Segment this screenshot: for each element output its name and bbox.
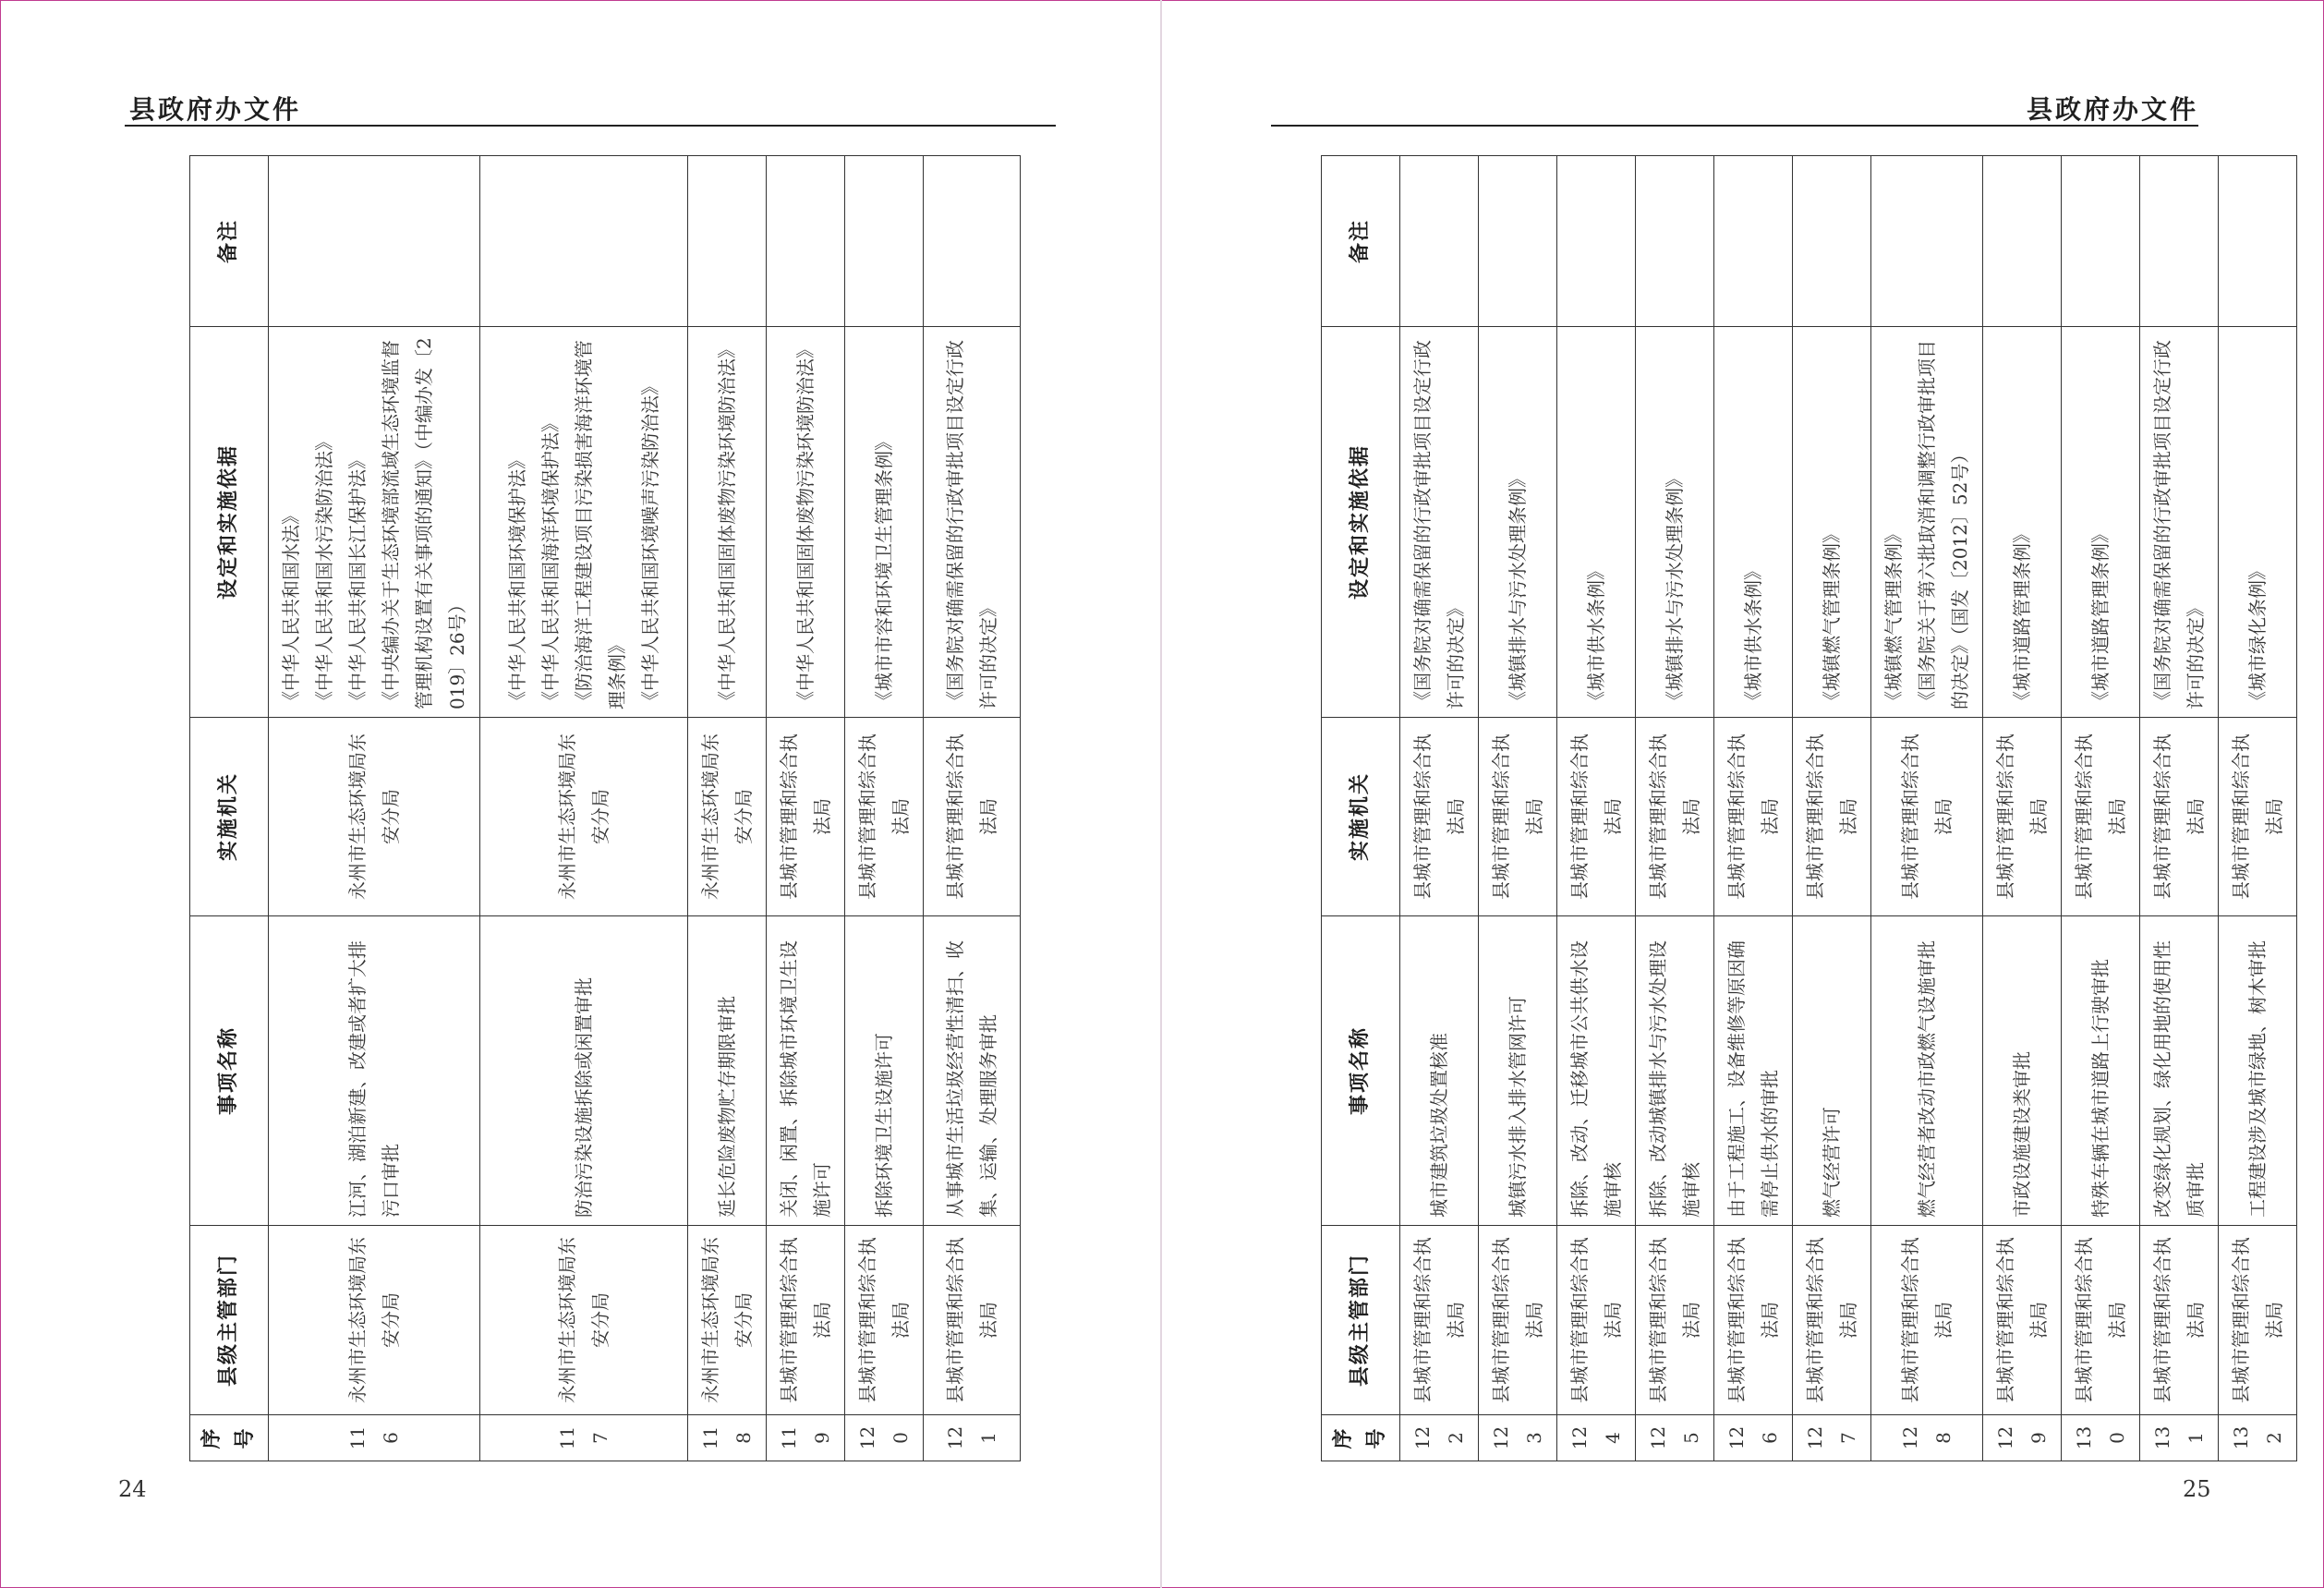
basis-line: 《城市道路管理条例》: [2089, 525, 2112, 709]
col-header-org: 实施机关: [1322, 718, 1400, 916]
basis-line: 《城镇排水与污水处理条例》: [1664, 469, 1686, 709]
cell-note: [767, 156, 845, 327]
cell-dept: 县城市管理和综合执法局: [1714, 1226, 1793, 1415]
cell-dept: 县城市管理和综合执法局: [1793, 1226, 1871, 1415]
cell-note: [1557, 156, 1636, 327]
cell-item: 江河、湖泊新建、改建或者扩大排污口审批: [269, 916, 480, 1226]
cell-item: 城市建筑垃圾处置核准: [1400, 916, 1479, 1226]
cell-org: 县城市管理和综合执法局: [2140, 718, 2219, 916]
cell-num: 117: [480, 1415, 688, 1461]
cell-org: 县城市管理和综合执法局: [1793, 718, 1871, 916]
cell-note: [480, 156, 688, 327]
table-row: [1479, 156, 1557, 1461]
cell-basis: [924, 327, 1021, 718]
cell-item: 燃气经营者改动市政燃气设施审批: [1871, 916, 1983, 1226]
cell-item: 拆除、改动城镇排水与污水处理设施审核: [1636, 916, 1714, 1226]
basis-line: 《中华人民共和国长江保护法》: [346, 451, 369, 709]
cell-org: 县城市管理和综合执法局: [1871, 718, 1983, 916]
cell-org: 县城市管理和综合执法局: [2219, 718, 2297, 916]
cell-org: 县城市管理和综合执法局: [1983, 718, 2062, 916]
cell-org: 县城市管理和综合执法局: [1636, 718, 1714, 916]
table-row: [1983, 156, 2062, 1461]
cell-basis: [2219, 327, 2297, 718]
cell-num: 118: [688, 1415, 767, 1461]
cell-note: [1793, 156, 1871, 327]
cell-dept: 县城市管理和综合执法局: [2140, 1226, 2219, 1415]
left-page-table: [189, 155, 1021, 1461]
cell-basis: [1793, 327, 1871, 718]
cell-dept: 县城市管理和综合执法局: [1557, 1226, 1636, 1415]
cell-org: 永州市生态环境局东安分局: [480, 718, 688, 916]
cell-note: [1983, 156, 2062, 327]
col-header-org: 实施机关: [190, 718, 269, 916]
cell-note: [2219, 156, 2297, 327]
table-row: [688, 156, 767, 1461]
right-header-title: 县政府办文件: [2027, 94, 2199, 125]
basis-line: 《中华人民共和国环境保护法》: [506, 451, 528, 709]
table-row: [2140, 156, 2219, 1461]
basis-line: 《城市市容和环境卫生管理条例》: [873, 432, 895, 709]
cell-num: 127: [1793, 1415, 1871, 1461]
table-row: [2062, 156, 2140, 1461]
cell-note: [2062, 156, 2140, 327]
table-row: [480, 156, 688, 1461]
cell-item: 关闭、闲置、拆除城市环境卫生设施许可: [767, 916, 845, 1226]
cell-org: 县城市管理和综合执法局: [845, 718, 924, 916]
cell-dept: 县城市管理和综合执法局: [1983, 1226, 2062, 1415]
cell-note: [845, 156, 924, 327]
cell-item: 改变绿化规划、绿化用地的使用性质审批: [2140, 916, 2219, 1226]
page-spine: [1160, 0, 1162, 1588]
basis-line: 《中华人民共和国固体废物污染环境防治法》: [794, 340, 817, 709]
left-page-number: 24: [118, 1476, 147, 1502]
cell-dept: 县城市管理和综合执法局: [767, 1226, 845, 1415]
basis-line: 《防治海洋工程建设项目污染损害海洋环境管理条例》: [573, 340, 628, 709]
cell-org: 县城市管理和综合执法局: [2062, 718, 2140, 916]
cell-dept: 永州市生态环境局东安分局: [269, 1226, 480, 1415]
col-header-dept: 县级主管部门: [190, 1226, 269, 1415]
cell-item: 工程建设涉及城市绿地、树木审批: [2219, 916, 2297, 1226]
cell-basis: [1871, 327, 1983, 718]
cell-basis: [2140, 327, 2219, 718]
col-header-item: 事项名称: [1322, 916, 1400, 1226]
cell-item: 防治污染设施拆除或闲置审批: [480, 916, 688, 1226]
basis-line: 《城镇燃气管理条例》: [1821, 525, 1843, 709]
cell-dept: 永州市生态环境局东安分局: [480, 1226, 688, 1415]
table-row: [1636, 156, 1714, 1461]
cell-num: 121: [924, 1415, 1021, 1461]
cell-basis: [1479, 327, 1557, 718]
cell-num: 131: [2140, 1415, 2219, 1461]
cell-org: 县城市管理和综合执法局: [1557, 718, 1636, 916]
cell-org: 永州市生态环境局东安分局: [269, 718, 480, 916]
table-row: [1793, 156, 1871, 1461]
cell-note: [1479, 156, 1557, 327]
basis-line: 《城市供水条例》: [1585, 562, 1607, 709]
cell-dept: 县城市管理和综合执法局: [1871, 1226, 1983, 1415]
cell-item: 市政设施建设类审批: [1983, 916, 2062, 1226]
basis-line: 《中华人民共和国环境噪声污染防治法》: [639, 377, 661, 709]
cell-basis: [1714, 327, 1793, 718]
cell-num: 130: [2062, 1415, 2140, 1461]
col-header-note: 备注: [190, 156, 269, 327]
cell-dept: 县城市管理和综合执法局: [1479, 1226, 1557, 1415]
cell-dept: 县城市管理和综合执法局: [1400, 1226, 1479, 1415]
basis-line: 《中华人民共和国水污染防治法》: [313, 432, 335, 709]
cell-note: [1636, 156, 1714, 327]
basis-line: 《国务院对确需保留的行政审批项目设定行政许可的决定》: [944, 340, 999, 709]
cell-dept: 县城市管理和综合执法局: [924, 1226, 1021, 1415]
cell-basis: [2062, 327, 2140, 718]
cell-num: 132: [2219, 1415, 2297, 1461]
cell-note: [924, 156, 1021, 327]
cell-num: 120: [845, 1415, 924, 1461]
cell-basis: [688, 327, 767, 718]
cell-note: [1714, 156, 1793, 327]
table-header-row: [1322, 156, 1400, 1461]
cell-basis: [1400, 327, 1479, 718]
cell-org: 县城市管理和综合执法局: [767, 718, 845, 916]
cell-num: 116: [269, 1415, 480, 1461]
basis-line: 《城市绿化条例》: [2246, 562, 2269, 709]
col-header-dept: 县级主管部门: [1322, 1226, 1400, 1415]
table-row: [2219, 156, 2297, 1461]
cell-item: 由于工程施工、设备维修等原因确需停止供水的审批: [1714, 916, 1793, 1226]
cell-basis: [1636, 327, 1714, 718]
cell-item: 拆除环境卫生设施许可: [845, 916, 924, 1226]
cell-dept: 永州市生态环境局东安分局: [688, 1226, 767, 1415]
cell-item: 特殊车辆在城市道路上行驶审批: [2062, 916, 2140, 1226]
cell-note: [2140, 156, 2219, 327]
cell-num: 123: [1479, 1415, 1557, 1461]
col-header-item: 事项名称: [190, 916, 269, 1226]
cell-item: 拆除、改动、迁移城市公共供水设施审核: [1557, 916, 1636, 1226]
col-header-note: 备注: [1322, 156, 1400, 327]
cell-item: 城镇污水排入排水管网许可: [1479, 916, 1557, 1226]
basis-line: 《城镇排水与污水处理条例》: [1507, 469, 1529, 709]
cell-num: 128: [1871, 1415, 1983, 1461]
cell-note: [1400, 156, 1479, 327]
cell-dept: 县城市管理和综合执法局: [845, 1226, 924, 1415]
cell-basis: [845, 327, 924, 718]
cell-basis: [269, 327, 480, 718]
cell-org: 县城市管理和综合执法局: [924, 718, 1021, 916]
basis-line: 《城市供水条例》: [1742, 562, 1764, 709]
basis-line: 《中华人民共和国水法》: [280, 506, 302, 709]
cell-item: 延长危险废物贮存期限审批: [688, 916, 767, 1226]
basis-line: 《城镇燃气管理条例》: [1882, 525, 1905, 709]
cell-note: [688, 156, 767, 327]
table-row: [845, 156, 924, 1461]
cell-org: 永州市生态环境局东安分局: [688, 718, 767, 916]
table-row: [767, 156, 845, 1461]
cell-note: [1871, 156, 1983, 327]
col-header-num: 序号: [190, 1415, 269, 1461]
cell-org: 县城市管理和综合执法局: [1400, 718, 1479, 916]
basis-line: 《城市道路管理条例》: [2011, 525, 2033, 709]
cell-basis: [1983, 327, 2062, 718]
cell-item: 从事城市生活垃圾经营性清扫、收集、运输、处理服务审批: [924, 916, 1021, 1226]
cell-num: 126: [1714, 1415, 1793, 1461]
cell-dept: 县城市管理和综合执法局: [2062, 1226, 2140, 1415]
cell-basis: [767, 327, 845, 718]
basis-line: 《中央编办关于生态环境部流域生态环境监督管理机构设置有关事项的通知》（中编办发〔2019〕26号）: [380, 337, 468, 709]
cell-org: 县城市管理和综合执法局: [1479, 718, 1557, 916]
basis-line: 《国务院对确需保留的行政审批项目设定行政许可的决定》: [2151, 340, 2207, 709]
cell-num: 124: [1557, 1415, 1636, 1461]
table-row: [1400, 156, 1479, 1461]
left-header-rule: [125, 125, 1056, 127]
left-header-title: 县政府办文件: [129, 94, 302, 125]
cell-org: 县城市管理和综合执法局: [1714, 718, 1793, 916]
col-header-basis: 设定和实施依据: [1322, 327, 1400, 718]
basis-line: 《中华人民共和国固体废物污染环境防治法》: [716, 340, 738, 709]
table-row: [1871, 156, 1983, 1461]
cell-num: 119: [767, 1415, 845, 1461]
basis-line: 《中华人民共和国海洋环境保护法》: [539, 414, 562, 709]
cell-note: [269, 156, 480, 327]
cell-num: 129: [1983, 1415, 2062, 1461]
cell-dept: 县城市管理和综合执法局: [1636, 1226, 1714, 1415]
table-header-row: [190, 156, 269, 1461]
basis-line: 《国务院关于第六批取消和调整行政审批项目的决定》（国发〔2012〕52号）: [1916, 340, 1971, 709]
table-row: [1714, 156, 1793, 1461]
table-row: [1557, 156, 1636, 1461]
cell-basis: [480, 327, 688, 718]
right-page-table: [1321, 155, 2297, 1461]
cell-dept: 县城市管理和综合执法局: [2219, 1226, 2297, 1415]
cell-basis: [1557, 327, 1636, 718]
col-header-num: 序号: [1322, 1415, 1400, 1461]
right-header-rule: [1271, 125, 2198, 127]
basis-line: 《国务院对确需保留的行政审批项目设定行政许可的决定》: [1411, 340, 1467, 709]
table-row: [924, 156, 1021, 1461]
cell-num: 122: [1400, 1415, 1479, 1461]
right-page-number: 25: [2183, 1476, 2211, 1502]
col-header-basis: 设定和实施依据: [190, 327, 269, 718]
cell-item: 燃气经营许可: [1793, 916, 1871, 1226]
table-row: [269, 156, 480, 1461]
cell-num: 125: [1636, 1415, 1714, 1461]
